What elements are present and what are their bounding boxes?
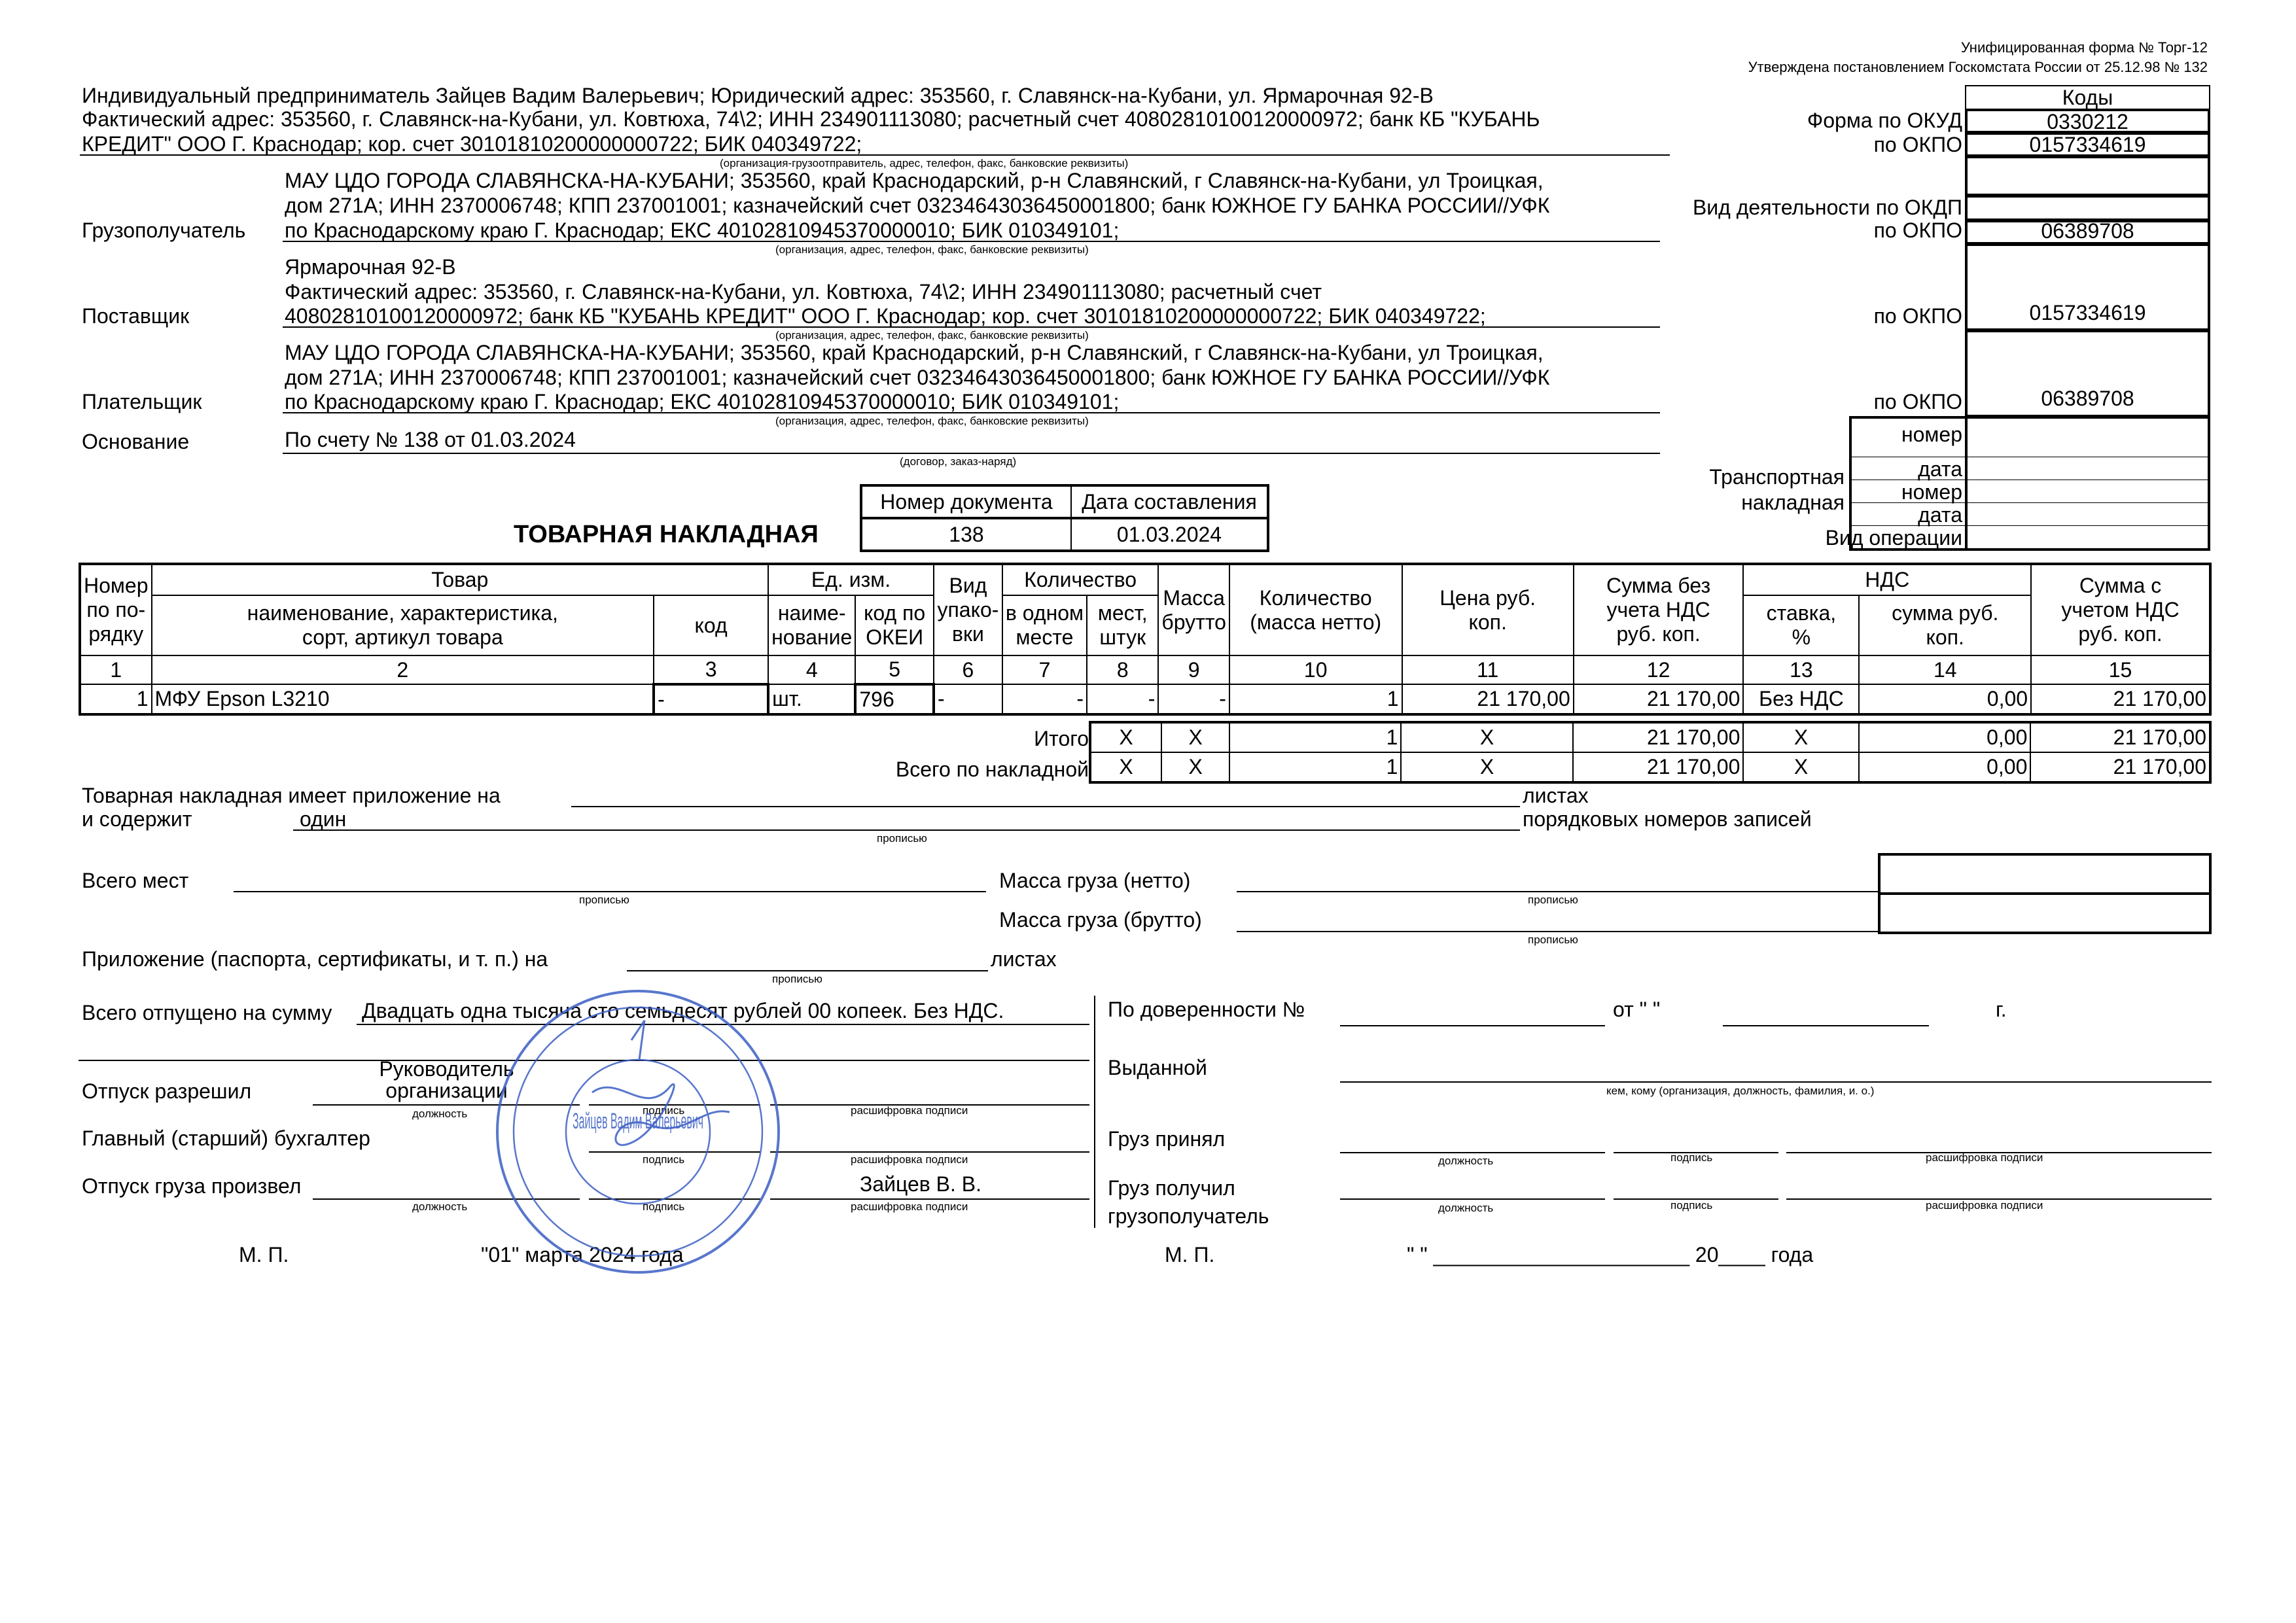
col-num: 1 [80,655,152,684]
supplier-underline [283,326,1660,328]
basis-underline [283,453,1660,454]
released-value: Двадцать одна тысяча сто семьдесят рублей 00 копеек. Без НДС. [362,999,1004,1022]
col-num: 14 [1859,655,2031,684]
shipper-line-2: Фактический адрес: 353560, г. Славянск-на-Кубани, ул. Ковтюха, 74\2; ИНН 234901113080; расчетный счет 40802810100120000972; банк КБ "КУБАНЬ [82,107,1540,131]
okud-value: 0330212 [2047,110,2128,133]
itogo-places: X [1090,722,1161,752]
total-sum-novat: 21 170,00 [1573,752,1744,782]
totals-table [1089,721,2212,784]
gross-in-words: прописью [1528,934,1578,946]
row-qty: 1 [1229,684,1402,714]
net-in-words: прописью [1528,894,1578,906]
form-name: Унифицированная форма № Торг-12 [1960,39,2208,56]
accepted-label: Груз принял [1108,1127,1226,1151]
okpo-payer-label: по ОКПО [1873,390,1962,413]
stamp-seal [487,981,788,1282]
consignee-caption: (организация, адрес, телефон, факс, банковские реквизиты) [775,243,1089,256]
th-number: Номер по по- рядку [80,564,152,655]
appendix-label-2: и содержит [82,807,192,831]
supplier-caption: (организация, адрес, телефон, факс, банковские реквизиты) [775,329,1089,341]
total-row [1090,752,2210,782]
doc-number: 138 [861,518,1071,551]
weight-box-divider [1878,892,2212,895]
accountant-decode-line [770,1151,1089,1153]
date-text: "01" марта 2024 года [481,1243,684,1266]
th-price: Цена руб. коп. [1402,564,1574,655]
allowed-signature-caption: подпись [643,1104,685,1117]
th-goods-name: наименование, характеристика, сорт, артикул товара [152,595,654,655]
row-num: 1 [80,684,152,714]
itogo-gross: X [1161,722,1229,752]
col-num: 7 [1002,655,1087,684]
col-num: 8 [1087,655,1158,684]
itogo-vat-sum: 0,00 [1859,722,2031,752]
th-qty-places: мест, штук [1087,595,1158,655]
document-number-table [860,484,1269,552]
row-vat-sum: 0,00 [1859,684,2031,714]
allowed-decode-caption: расшифровка подписи [851,1104,968,1117]
okpo-supplier-label: по ОКПО [1873,304,1962,328]
okpo-shipper-value: 0157334619 [2029,133,2146,156]
produced-decode-line [770,1198,1089,1200]
payer-line-3: по Краснодарскому краю Г. Краснодар; ЕКС 40102810945370000010; БИК 010349101; [285,390,1120,413]
okud-label: Форма по ОКУД [1807,109,1962,132]
basis-caption: (договор, заказ-наряд) [900,455,1017,468]
appendix-value: один [300,807,347,831]
transport-number-label: номер [1901,423,1962,446]
okpo-payer-value: 06389708 [2041,387,2134,410]
total-label: Всего по накладной [895,758,1089,781]
th-unit-name: наиме- нование [768,595,855,655]
basis-label: Основание [82,430,190,453]
goods-table [79,563,2212,716]
payer-underline [283,412,1660,413]
mp-right: М. П. [1165,1243,1215,1266]
appendix-sheets: листах [1523,784,1589,807]
stamp-center-text: Зайцев Вадим Валерьевич [573,1109,703,1134]
allowed-position-1: Руководитель [379,1057,514,1081]
received-label-1: Груз получил [1108,1176,1235,1200]
total-vat-sum: 0,00 [1859,752,2031,782]
codes-title: Коды [2062,86,2113,109]
shipper-line-1: Индивидуальный предприниматель Зайцев Вадим Валерьевич; Юридический адрес: 353560, г. Славянск-на-Кубани, ул. Ярмарочная 92-В [82,84,1434,107]
payer-label: Плательщик [82,390,202,413]
issued-caption: кем, кому (организация, должность, фамилия, и. о.) [1606,1085,1875,1097]
th-net: Количество (масса нетто) [1229,564,1402,655]
th-vat-rate: ставка, % [1743,595,1859,655]
transport-divider [1965,416,1968,551]
appendix-line-2 [293,829,1520,831]
consignee-line-2: дом 271А; ИНН 2370006748; КПП 237001001; казначейский счет 03234643036450001800; банк ЮЖНОЕ ГУ БАНКА РОССИИ//УФК [285,194,1550,217]
consignee-underline [283,241,1660,242]
supplier-line-3: 40802810100120000972; банк КБ "КУБАНЬ КРЕДИТ" ООО Г. Краснодар; кор. счет 30101810200000000722; БИК 040349722; [285,304,1486,328]
col-num: 5 [855,655,934,684]
row-vat-rate: Без НДС [1743,684,1859,714]
col-num: 13 [1743,655,1859,684]
proxy-date-line [1723,1025,1929,1026]
row-pack: - [934,684,1002,714]
itogo-vat-rate: X [1743,722,1858,752]
itogo-qty: 1 [1229,722,1401,752]
total-price: X [1401,752,1572,782]
th-vat: НДС [1743,564,2031,595]
doc-number-header: Номер документа [861,485,1071,518]
appendix-in-words: прописью [877,832,927,845]
received-signature-caption: подпись [1670,1199,1713,1212]
produced-name: Зайцев В. В. [860,1172,982,1196]
col-num: 12 [1574,655,1744,684]
attach-in-words: прописью [772,973,822,985]
doc-date: 01.03.2024 [1071,518,1268,551]
allowed-position-caption: должность [412,1108,468,1120]
issued-line [1340,1081,2212,1083]
row-qty-one: - [1002,684,1087,714]
th-vat-sum: сумма руб. коп. [1859,595,2031,655]
accepted-decode-caption: расшифровка подписи [1926,1151,2043,1164]
gross-line [1237,931,1878,932]
accepted-position-caption: должность [1438,1155,1494,1167]
supplier-line-1: Ярмарочная 92-В [285,255,456,279]
supplier-line-2: Фактический адрес: 353560, г. Славянск-на-Кубани, ул. Ковтюха, 74\2; ИНН 234901113080; расчетный счет [285,280,1322,304]
allowed-position-2: организации [385,1079,508,1102]
consignee-line-3: по Краснодарскому краю Г. Краснодар; ЕКС 40102810945370000010; БИК 010349101; [285,218,1120,242]
total-vat-rate: X [1743,752,1858,782]
consignee-label: Грузополучатель [82,218,246,242]
itogo-price: X [1401,722,1572,752]
col-num: 15 [2031,655,2210,684]
row-places: - [1087,684,1158,714]
col-num: 3 [654,655,768,684]
received-position-caption: должность [1438,1202,1494,1214]
produced-decode-caption: расшифровка подписи [851,1200,968,1213]
row-sum-novat: 21 170,00 [1574,684,1744,714]
basis-value: По счету № 138 от 01.03.2024 [285,428,576,451]
okdp-label: Вид деятельности по ОКДП [1692,196,1962,219]
allowed-label: Отпуск разрешил [82,1079,252,1103]
th-pack: Вид упако- вки [934,564,1002,655]
total-gross: X [1161,752,1229,782]
operation-label: Вид операции [1825,526,1962,550]
supplier-label: Поставщик [82,304,190,328]
doc-date-header: Дата составления [1071,485,1268,518]
shipper-caption: (организация-грузоотправитель, адрес, телефон, факс, банковские реквизиты) [720,157,1129,169]
row-price: 21 170,00 [1402,684,1574,714]
transport-number2-label: номер [1901,480,1962,504]
produced-position-caption: должность [412,1200,468,1213]
th-quantity: Количество [1002,564,1159,595]
released-label: Всего отпущено на сумму [82,1001,332,1024]
table-row [80,684,2210,714]
received-label-2: грузополучатель [1108,1204,1269,1228]
row-sum-vat: 21 170,00 [2031,684,2210,714]
accountant-label: Главный (старший) бухгалтер [82,1126,370,1150]
net-label: Масса груза (нетто) [999,869,1191,892]
accountant-signature-caption: подпись [643,1153,685,1166]
attach-label: Приложение (паспорта, сертификаты, и т. п.) на [82,947,548,971]
gross-label: Масса груза (брутто) [999,908,1202,932]
attach-line [627,970,988,971]
payer-line-1: МАУ ЦДО ГОРОДА СЛАВЯНСКА-НА-КУБАНИ; 353560, край Краснодарский, р-н Славянский, г Славянск-на-Кубани, ул Троицкая, [285,341,1544,364]
row-okei: 796 [855,684,934,714]
th-sum-vat: Сумма с учетом НДС руб. коп. [2031,564,2210,655]
col-num: 6 [934,655,1002,684]
proxy-year: г. [1996,998,2007,1021]
col-num: 4 [768,655,855,684]
okpo-shipper-label: по ОКПО [1873,133,1962,156]
shipper-underline [80,154,1670,156]
document-title: ТОВАРНАЯ НАКЛАДНАЯ [514,521,819,548]
accountant-decode-caption: расшифровка подписи [851,1153,968,1166]
okpo-consignee-label: по ОКПО [1873,218,1962,242]
okdp-cell-blank [1965,156,2210,196]
th-unit: Ед. изм. [768,564,934,595]
transport-label-1: Транспортная [1709,465,1845,489]
payer-caption: (организация, адрес, телефон, факс, банковские реквизиты) [775,415,1089,427]
appendix-records: порядковых номеров записей [1523,807,1812,831]
itogo-label: Итого [1034,727,1089,750]
th-sum-novat: Сумма без учета НДС руб. коп. [1574,564,1744,655]
issued-label: Выданной [1108,1056,1207,1079]
th-code: код [654,595,768,655]
proxy-from-label: от " " [1613,998,1661,1021]
places-in-words: прописью [579,894,629,906]
payer-line-2: дом 271А; ИНН 2370006748; КПП 237001001; казначейский счет 03234643036450001800; банк ЮЖНОЕ ГУ БАНКА РОССИИ//УФК [285,366,1550,389]
th-qty-one: в одном месте [1002,595,1087,655]
th-goods: Товар [152,564,769,595]
itogo-sum-novat: 21 170,00 [1573,722,1744,752]
net-line [1237,891,1878,892]
form-approval: Утверждена постановлением Госкомстата России от 25.12.98 № 132 [1748,59,2208,75]
total-sum-vat: 21 170,00 [2030,752,2210,782]
itogo-row [1090,722,2210,752]
date-blank: " " ______________________ 20____ года [1407,1243,1814,1266]
itogo-sum-vat: 21 170,00 [2030,722,2210,752]
produced-signature-caption: подпись [643,1200,685,1213]
row-name: МФУ Epson L3210 [152,684,654,714]
row-code: - [654,684,768,714]
appendix-label-1: Товарная накладная имеет приложение на [82,784,501,807]
column-numbers-row [80,655,2210,684]
okpo-supplier-value: 0157334619 [2029,301,2146,324]
th-okei: код по ОКЕИ [855,595,934,655]
proxy-label: По доверенности № [1108,998,1305,1021]
total-places: X [1090,752,1161,782]
okpo-consignee-value: 06389708 [2041,219,2134,243]
proxy-number-line [1340,1025,1605,1026]
places-label: Всего мест [82,869,189,892]
transport-label-2: накладная [1741,491,1845,514]
row-gross: - [1158,684,1229,714]
row-unit: шт. [768,684,855,714]
transport-date2-label: дата [1918,503,1962,527]
col-num: 10 [1229,655,1402,684]
accepted-pos-line [1340,1152,1605,1153]
shipper-line-3: КРЕДИТ" ООО Г. Краснодар; кор. счет 30101810200000000722; БИК 040349722; [82,132,862,156]
mp-left: М. П. [239,1243,289,1266]
okdp-cell [1965,195,2210,221]
consignee-line-1: МАУ ЦДО ГОРОДА СЛАВЯНСКА-НА-КУБАНИ; 353560, край Краснодарский, р-н Славянский, г Славянск-на-Кубани, ул Троицкая, [285,169,1544,192]
footer-divider [1094,996,1095,1228]
received-pos-line [1340,1198,1605,1200]
col-num: 9 [1158,655,1229,684]
produced-label: Отпуск груза произвел [82,1174,302,1198]
appendix-line-1 [571,806,1520,807]
attach-sheets: листах [991,947,1057,971]
places-line [234,891,986,892]
col-num: 11 [1402,655,1574,684]
transport-date-label: дата [1918,457,1962,481]
col-num: 2 [152,655,654,684]
received-decode-caption: расшифровка подписи [1926,1199,2043,1212]
th-gross: Масса брутто [1158,564,1229,655]
accepted-signature-caption: подпись [1670,1151,1713,1164]
total-qty: 1 [1229,752,1401,782]
